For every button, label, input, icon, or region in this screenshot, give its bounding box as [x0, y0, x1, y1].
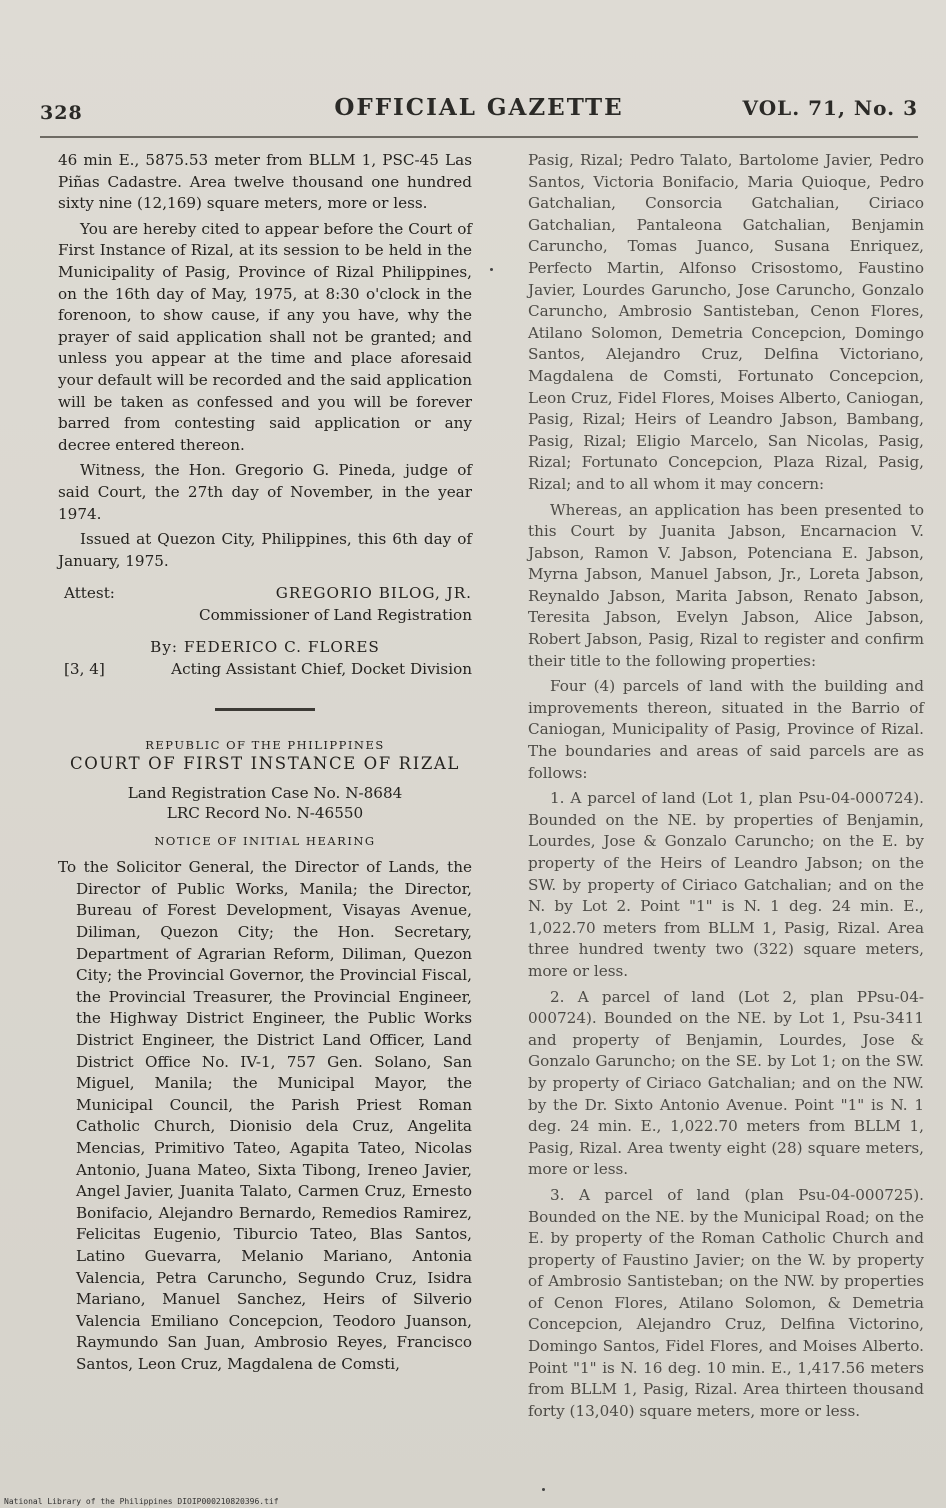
addressees-continued: Pasig, Rizal; Pedro Talato, Bartolome Javier, Pedro Santos, Victoria Bonifacio, Maria Quioque, Pedro Gatchalian, Consorcia Gatchalian, Ciriaco Gatchalian, Pantaleona Gatchalian, Benjamin Caruncho, Tomas Juanco, Susana Enriquez, Perfecto Martin, Alfonso Crisostomo, Faustino Javier, Lourdes Garuncho, Jose Caruncho, Gonzalo Caruncho, Ambrosio Santisteban, Cenon Flores, Atilano Solomon, Demetria Concepcion, Domingo Santos, Alejandro Cruz, Delfina Victoriano, Magdalena de Comsti, Fortunato Concepcion, Leon Cruz, Fidel Flores, Moises Alberto, Caniogan, Pasig, Rizal; Heirs of Leandro Jabson, Bambang, Pasig, Rizal; Eligio Marcelo, San Nicolas, Pasig, Rizal; Fortunato Concepcion, Plaza Rizal, Pasig, Rizal; and to all whom it may concern:	[528, 151, 924, 493]
attestation-block	[58, 582, 472, 680]
left-column	[58, 150, 472, 1380]
parcel-description: 2. A parcel of land (Lot 2, plan PPsu-04-000724). Bounded on the NE. by Lot 1, Psu-3411 and property of Benjamin, Lourdes, Jose & Gonzalo Garuncho; on the SE. by Lot 1; on the SW. by property of Ciriaco Gatchalian; and on the NW. by the Dr. Sixto Antonio Avenue. Point "1" is N. 1 deg. 24 min. E., 1,022.70 meters from BLLM 1, Pasig, Rizal. Area twenty eight (28) square meters, more or less.	[528, 987, 924, 1179]
right-column	[528, 150, 924, 1426]
issue-code: [3, 4]	[64, 660, 105, 679]
attest-by: By: FEDERICO C. FLORES	[150, 638, 380, 657]
speck	[542, 1488, 545, 1491]
paragraph: Four (4) parcels of land with the building and improvements thereon, situated in the Barrio of Caniogan, Municipality of Pasig, Province of Rizal. The boundaries and areas of said parcels are as follows:	[528, 677, 924, 782]
attest-chief-title: Acting Assistant Chief, Docket Division	[171, 660, 472, 679]
header-rule	[40, 136, 918, 138]
paragraph: Whereas, an application has been presented to this Court by Juanita Jabson, Encarnacion V. Jabson, Ramon V. Jabson, Potenciana E. Jabson, Myrna Jabson, Manuel Jabson, Jr., Loreta Jabson, Reynaldo Jabson, Marita Jabson, Renato Jabson, Teresita Jabson, Evelyn Jabson, Alice Jabson, Robert Jabson, Pasig, Rizal to register and confirm their title to the following properties:	[528, 500, 924, 670]
attest-title: Commissioner of Land Registration	[198, 606, 472, 625]
notice-heading: NOTICE OF INITIAL HEARING	[154, 834, 376, 849]
parcel-description: 3. A parcel of land (plan Psu-04-000725). Bounded on the NE. by the Municipal Road; on the E. by property of the Roman Catholic Church and property of Faustino Javier; on the W. by property of Ambrosio Santisteban; on the NW. by properties of Cenon Flores, Atilano Solomon, & Demetria Concepcion, Alejandro Cruz, Delfina Victorino, Domingo Santos, Fidel Flores, and Moises Alberto. Point "1" is N. 16 deg. 10 min. E., 1,417.56 meters from BLLM 1, Pasig, Rizal. Area thirteen thousand forty (13,040) square meters, more or less.	[528, 1185, 924, 1420]
scan-footer: National Library of the Philippines DIOIP000210820396.tif	[4, 1497, 279, 1506]
paragraph: Witness, the Hon. Gregorio G. Pineda, judge of said Court, the 27th day of November, in the year 1974.	[58, 461, 472, 523]
court-heading: COURT OF FIRST INSTANCE OF RIZAL	[70, 754, 460, 774]
republic-heading: REPUBLIC OF THE PHILIPPINES	[145, 738, 385, 753]
page-header	[40, 94, 918, 130]
page-number: 328	[40, 102, 83, 124]
paragraph: 46 min E., 5875.53 meter from BLLM 1, PSC-45 Las Piñas Cadastre. Area twelve thousand one hundred sixty nine (12,169) square meters, more or less.	[58, 151, 472, 213]
case-number: Land Registration Case No. N-8684	[127, 784, 403, 803]
section-divider	[215, 708, 315, 711]
paragraph: You are hereby cited to appear before the Court of First Instance of Rizal, at its session to be held in the Municipality of Pasig, Province of Rizal Philippines, on the 16th day of May, 1975, at 8:30 o'clock in the forenoon, to show cause, if any you have, why the prayer of said application shall not be granted; and unless you appear at the time and place aforesaid your default will be recorded and the said application will be taken as confessed and you will be forever barred from contesting said application or any decree entered thereon.	[58, 219, 472, 454]
lrc-record-number: LRC Record No. N-46550	[166, 804, 364, 823]
publication-title: OFFICIAL GAZETTE	[334, 94, 624, 121]
addressees-paragraph: To the Solicitor General, the Director of Lands, the Director of Public Works, Manila; the Director, Bureau of Forest Development, Visayas Avenue, Diliman, Quezon City; the Hon. Secretary, Department of Agrarian Reform, Diliman, Quezon City; the Provincial Governor, the Provincial Fiscal, the Provincial Treasurer, the Provincial Engineer, the Highway District Engineer, the Public Works District Engineer, the District Land Officer, Land District Office No. IV-1, 757 Gen. Solano, San Miguel, Manila; the Municipal Mayor, the Municipal Council, the Parish Priest Roman Catholic Church, Dionisio dela Cruz, Angelita Mencias, Primitivo Tateo, Agapita Tateo, Nicolas Antonio, Juana Mateo, Sixta Tibong, Ireneo Javier, Angel Javier, Juanita Talato, Carmen Cruz, Ernesto Bonifacio, Alejandro Bernardo, Remedios Ramirez, Felicitas Eugenio, Tiburcio Tateo, Blas Santos, Latino Guevarra, Melanio Mariano, Antonia Valencia, Petra Caruncho, Segundo Cruz, Isidra Mariano, Manuel Sanchez, Heirs of Silverio Valencia Emiliano Concepcion, Teodoro Juanson, Raymundo San Juan, Ambrosio Reyes, Francisco Santos, Leon Cruz, Magdalena de Comsti,	[58, 858, 472, 1373]
volume-number: VOL. 71, No. 3	[742, 96, 918, 120]
attest-signatory: GREGORIO BILOG, JR.	[275, 584, 472, 603]
attest-label: Attest:	[64, 584, 115, 603]
parcel-description: 1. A parcel of land (Lot 1, plan Psu-04-000724). Bounded on the NE. by properties of Benjamin, Lourdes, Jose & Gonzalo Caruncho; on the E. by property of the Heirs of Leandro Jabson; on the SW. by property of Ciriaco Gatchalian; and on the N. by Lot 2. Point "1" is N. 1 deg. 24 min. E., 1,022.70 meters from BLLM 1, Pasig, Rizal. Area three hundred twenty two (322) square meters, more or less.	[528, 789, 924, 980]
speck	[490, 268, 493, 271]
paragraph: Issued at Quezon City, Philippines, this 6th day of January, 1975.	[58, 530, 472, 570]
